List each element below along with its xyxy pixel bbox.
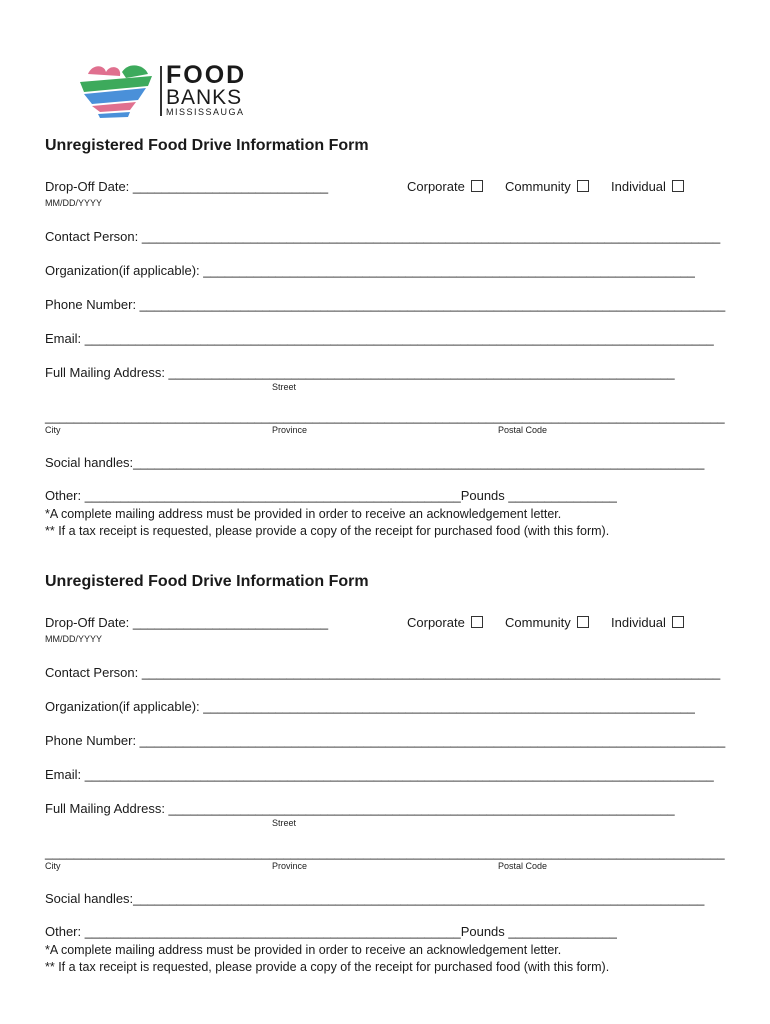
option-community[interactable] bbox=[505, 179, 589, 195]
option-community-label: Community bbox=[505, 179, 571, 194]
dropoff-date-field[interactable]: Drop-Off Date: ___________________________ bbox=[45, 615, 329, 630]
city-label: City bbox=[45, 861, 61, 871]
individual-checkbox[interactable] bbox=[672, 616, 684, 628]
address-note: *A complete mailing address must be provided in order to receive an acknowledgement letter. bbox=[45, 507, 562, 521]
food-banks-logo bbox=[78, 62, 248, 122]
address-note: *A complete mailing address must be provided in order to receive an acknowledgement letter. bbox=[45, 943, 562, 957]
date-format-hint: MM/DD/YYYY bbox=[45, 634, 103, 644]
option-individual-label: Individual bbox=[611, 615, 666, 630]
street-label: Street bbox=[272, 382, 297, 392]
option-corporate-label: Corporate bbox=[407, 179, 465, 194]
corporate-checkbox[interactable] bbox=[471, 616, 483, 628]
postal-code-label: Postal Code bbox=[498, 425, 548, 435]
food-drive-form-2 bbox=[45, 573, 725, 993]
phone-number-field[interactable]: Phone Number: _________________________________________________________________________________ bbox=[45, 733, 726, 748]
email-field[interactable]: Email: _______________________________________________________________________________________ bbox=[45, 331, 714, 346]
phone-number-field[interactable]: Phone Number: _________________________________________________________________________________ bbox=[45, 297, 726, 312]
option-corporate[interactable] bbox=[407, 179, 483, 195]
city-label: City bbox=[45, 425, 61, 435]
address-line-2-field[interactable]: ______________________________________________________________________________________________ bbox=[45, 845, 725, 860]
social-handles-field[interactable]: Social handles:_______________________________________________________________________________ bbox=[45, 455, 705, 470]
option-individual-label: Individual bbox=[611, 179, 666, 194]
option-community[interactable] bbox=[505, 615, 589, 631]
province-label: Province bbox=[272, 861, 308, 871]
other-pounds-field[interactable]: Other: ____________________________________________________Pounds _______________ bbox=[45, 924, 617, 939]
option-community-label: Community bbox=[505, 615, 571, 630]
community-checkbox[interactable] bbox=[577, 616, 589, 628]
option-individual[interactable] bbox=[611, 615, 684, 631]
social-handles-field[interactable]: Social handles:_______________________________________________________________________________ bbox=[45, 891, 705, 906]
dropoff-date-field[interactable]: Drop-Off Date: ___________________________ bbox=[45, 179, 329, 194]
logo-word-city: MISSISSAUGA bbox=[166, 107, 245, 117]
community-checkbox[interactable] bbox=[577, 180, 589, 192]
organization-field[interactable]: Organization(if applicable): ____________________________________________________________________ bbox=[45, 263, 695, 278]
mailing-address-field[interactable]: Full Mailing Address: ______________________________________________________________________ bbox=[45, 365, 675, 380]
option-individual[interactable] bbox=[611, 179, 684, 195]
email-field[interactable]: Email: _______________________________________________________________________________________ bbox=[45, 767, 714, 782]
logo-word-food: FOOD bbox=[166, 61, 247, 89]
address-line-2-field[interactable]: ______________________________________________________________________________________________ bbox=[45, 409, 725, 424]
logo-divider bbox=[160, 66, 162, 116]
tax-receipt-note: ** If a tax receipt is requested, please provide a copy of the receipt for purchased food (with this form). bbox=[45, 960, 610, 974]
province-label: Province bbox=[272, 425, 308, 435]
logo-word-banks: BANKS bbox=[166, 86, 243, 109]
date-format-hint: MM/DD/YYYY bbox=[45, 198, 103, 208]
street-label: Street bbox=[272, 818, 297, 828]
tax-receipt-note: ** If a tax receipt is requested, please provide a copy of the receipt for purchased food (with this form). bbox=[45, 524, 610, 538]
food-drive-form-1 bbox=[45, 137, 725, 557]
individual-checkbox[interactable] bbox=[672, 180, 684, 192]
mailing-address-field[interactable]: Full Mailing Address: ______________________________________________________________________ bbox=[45, 801, 675, 816]
other-pounds-field[interactable]: Other: ____________________________________________________Pounds _______________ bbox=[45, 488, 617, 503]
form-title: Unregistered Food Drive Information Form bbox=[45, 573, 369, 590]
organization-field[interactable]: Organization(if applicable): ____________________________________________________________________ bbox=[45, 699, 695, 714]
option-corporate[interactable] bbox=[407, 615, 483, 631]
corporate-checkbox[interactable] bbox=[471, 180, 483, 192]
option-corporate-label: Corporate bbox=[407, 615, 465, 630]
contact-person-field[interactable]: Contact Person: ________________________________________________________________________________ bbox=[45, 665, 721, 680]
logo-mark-icon bbox=[78, 62, 154, 120]
postal-code-label: Postal Code bbox=[498, 861, 548, 871]
contact-person-field[interactable]: Contact Person: ________________________________________________________________________________ bbox=[45, 229, 721, 244]
form-title: Unregistered Food Drive Information Form bbox=[45, 137, 369, 154]
